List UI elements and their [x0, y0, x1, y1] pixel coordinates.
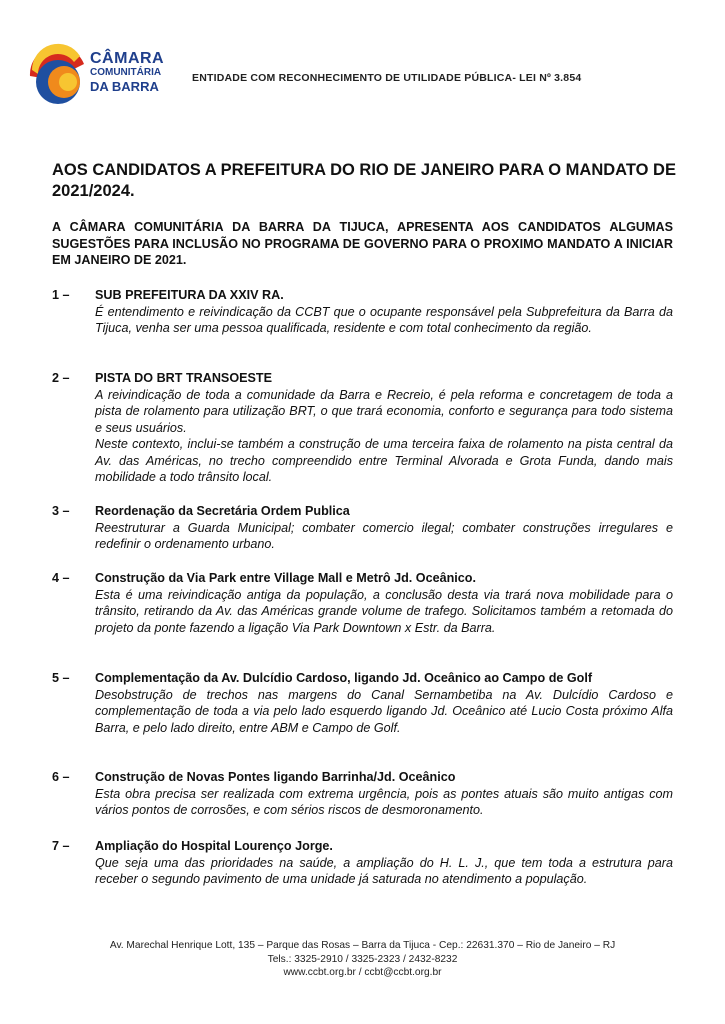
item-heading: Complementação da Av. Dulcídio Cardoso, ligando Jd. Oceânico ao Campo de Golf	[95, 671, 593, 685]
footer-phones: Tels.: 3325-2910 / 3325-2323 / 2432-8232	[267, 953, 458, 965]
item-heading: Reordenação da Secretária Ordem Publica	[95, 504, 350, 518]
list-item-7	[52, 838, 673, 888]
footer-web[interactable]: www.ccbt.org.br / ccbt@ccbt.org.br	[283, 967, 442, 978]
list-item-1	[52, 287, 673, 337]
item-body	[95, 687, 673, 737]
intro-paragraph: A CÂMARA COMUNITÁRIA DA BARRA DA TIJUCA, APRESENTA AOS CANDIDATOS ALGUMAS SUGESTÕES PARA INCLUSÃO NO PROGRAMA DE GOVERNO PARA O PROXIMO MANDATO A INICIAR EM JANEIRO DE 2021.	[52, 220, 673, 267]
item-body	[95, 520, 673, 553]
item-number: 1 –	[52, 288, 70, 302]
item-heading: SUB PREFEITURA DA XXIV RA.	[95, 288, 284, 302]
item-number: 5 –	[52, 671, 70, 685]
item-paragraph: É entendimento e reivindicação da CCBT que o ocupante responsável pela Subprefeitura da Barra da Tijuca, venha ser uma pessoa qualificada, residente e com total conhecimento da região.	[95, 304, 673, 335]
item-body	[95, 587, 673, 637]
list-item-6	[52, 769, 673, 819]
item-number: 4 –	[52, 571, 70, 585]
list-item-4	[52, 570, 673, 636]
document-title: AOS CANDIDATOS A PREFEITURA DO RIO DE JANEIRO PARA O MANDATO DE 2021/2024.	[52, 161, 676, 200]
page-footer	[0, 939, 725, 980]
item-number: 6 –	[52, 770, 70, 784]
item-number: 2 –	[52, 371, 70, 385]
item-body	[95, 387, 673, 486]
item-paragraph: Desobstrução de trechos nas margens do Canal Sernambetiba na Av. Dulcídio Cardoso e complementação de toda a via pelo lado esquerdo ligando Jd. Oceânico até Lucio Costa próximo Alfa Barra, e pelo lado direito, entre ABM e Campo de Golf.	[95, 687, 673, 735]
item-body	[95, 855, 673, 888]
item-paragraph: Que seja uma das prioridades na saúde, a ampliação do H. L. J., que tem toda a estrutura para receber o segundo pavimento de uma unidade já saturada no atendimento a população.	[95, 855, 673, 886]
item-paragraph: Neste contexto, inclui-se também a construção de uma terceira faixa de rolamento na pista central da Av. das Américas, no trecho compreendido entre Terminal Alvorada e Grota Funda, dando mais mobilidade a todo trânsito local.	[95, 437, 673, 484]
item-number: 7 –	[52, 839, 70, 853]
list-item-2	[52, 370, 673, 486]
footer-address: Av. Marechal Henrique Lott, 135 – Parque das Rosas – Barra da Tijuca - Cep.: 22631.370 – Rio de Janeiro – RJ	[109, 940, 616, 951]
item-body	[95, 786, 673, 819]
logo-wordmark	[90, 52, 164, 94]
logo-line-2: COMUNITÁRIA	[90, 67, 162, 78]
item-heading: Construção de Novas Pontes ligando Barrinha/Jd. Oceânico	[95, 770, 456, 784]
item-paragraph: A reivindicação de toda a comunidade da Barra e Recreio, é pela reforma e concretagem de toda a pista de rolamento para utilização BRT, o que trará economia, conforto e segurança para todo sistema e seus usuários.	[95, 387, 673, 435]
item-paragraph: Esta é uma reivindicação antiga da população, a conclusão desta via trará nova mobilidade para o trânsito, retirando da Av. das Américas grande volume de trafego. Solicitamos também a retomada do projeto da ponte fazendo a ligação Via Park Downtown x Estr. da Barra.	[95, 587, 673, 635]
item-heading: Ampliação do Hospital Lourenço Jorge.	[95, 839, 333, 853]
item-heading: Construção da Via Park entre Village Mall e Metrô Jd. Oceânico.	[95, 571, 476, 585]
list-item-5	[52, 670, 673, 736]
list-item-3	[52, 503, 673, 553]
entity-recognition: ENTIDADE COM RECONHECIMENTO DE UTILIDADE PÚBLICA- LEI Nº 3.854	[192, 72, 582, 84]
logo-line-1: CÂMARA	[90, 50, 165, 67]
item-body	[95, 304, 673, 337]
logo-line-3: DA BARRA	[90, 79, 159, 94]
item-paragraph: Reestruturar a Guarda Municipal; combater comercio ilegal; combater construções irregulares e redefinir o ordenamento urbano.	[95, 520, 673, 551]
item-heading: PISTA DO BRT TRANSOESTE	[95, 371, 273, 385]
item-paragraph: Esta obra precisa ser realizada com extrema urgência, pois as pontes atuais são muito antigas com vários pontos de corrosões, e com sérios riscos de desmoronamento.	[95, 786, 673, 817]
item-number: 3 –	[52, 504, 70, 518]
